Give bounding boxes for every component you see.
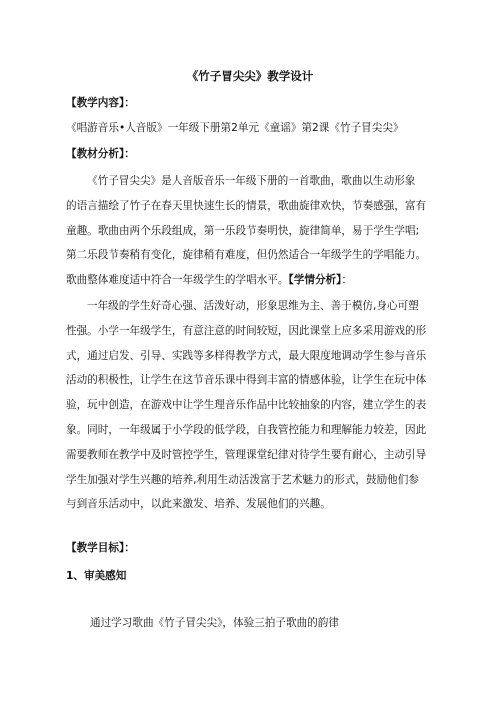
student-line: 式，通过启发、引导、实践等多样得教学方式，最大限度地调动学生参与音乐 [66, 349, 427, 362]
material-last-text: 歌曲整体难度适中符合一年级学生的学唱水平。 [66, 274, 289, 287]
student-line: 需要教师在教学中及时管控学生，管理课堂纪律对待学生要有耐心，主动引导 [66, 448, 427, 461]
material-heading: 【教材分析】： [66, 148, 135, 160]
goal-1-text: 通过学习歌曲《竹子冒尖尖》，体验三拍子歌曲的韵律 [90, 617, 339, 629]
student-line: 象。同时，一年级属于小学段的低学段，自我管控能力和理解能力较差，因此 [66, 423, 427, 436]
material-paragraph [66, 174, 446, 298]
goal-1-heading: 1、审美感知 [66, 570, 127, 582]
student-line: 一年级的学生好奇心强、活泼好动，形象思维为主、善于模仿,身心可塑 [87, 300, 419, 312]
student-line: 验，玩中创造，在游戏中让学生理音乐作品中比较抽象的内容，建立学生的表 [66, 399, 427, 412]
student-line: 学生加强对学生兴趣的培养,利用生动活泼富于艺术魅力的形式，鼓励他们参 [66, 473, 419, 486]
material-line-last [66, 273, 446, 287]
student-line: 与到音乐活动中，以此来激发、培养、发展他们的兴趣。 [66, 498, 331, 511]
teach-content-heading: 【教学内容】： [66, 97, 135, 109]
goal-heading: 【教学目标】： [66, 542, 135, 554]
material-line: 《竹子冒尖尖》是人音版音乐一年级下册的一首歌曲，歌曲以生动形象 [87, 175, 416, 187]
teach-content-text: 《唱游音乐•人音版》一年级下册第2单元《童谣》第2课《竹子冒尖尖》 [66, 122, 404, 134]
student-heading-suffix: ： [341, 274, 353, 287]
student-line: 活动的积极性，让学生在这节音乐课中得到丰富的情感体验，让学生在玩中体 [66, 374, 427, 387]
document-title: 《竹子冒尖尖》教学设计 [186, 69, 314, 83]
material-line: 的语言描绘了竹子在春天里快速生长的情景，歌曲旋律欢快，节奏感强，富有 [66, 199, 427, 212]
student-heading: 【学情分析】 [288, 274, 342, 287]
material-line: 童趣。歌曲由两个乐段组成，第一乐段节奏明快，旋律简单，易于学生学唱; [66, 224, 420, 237]
material-line: 第二乐段节奏稍有变化，旋律稍有难度，但仍然适合一年级学生的学唱能力。 [66, 249, 427, 262]
student-line: 性强。小学一年级学生，有意注意的时间较短，因此课堂上应多采用游戏的形 [66, 324, 427, 337]
student-paragraph [66, 299, 446, 522]
